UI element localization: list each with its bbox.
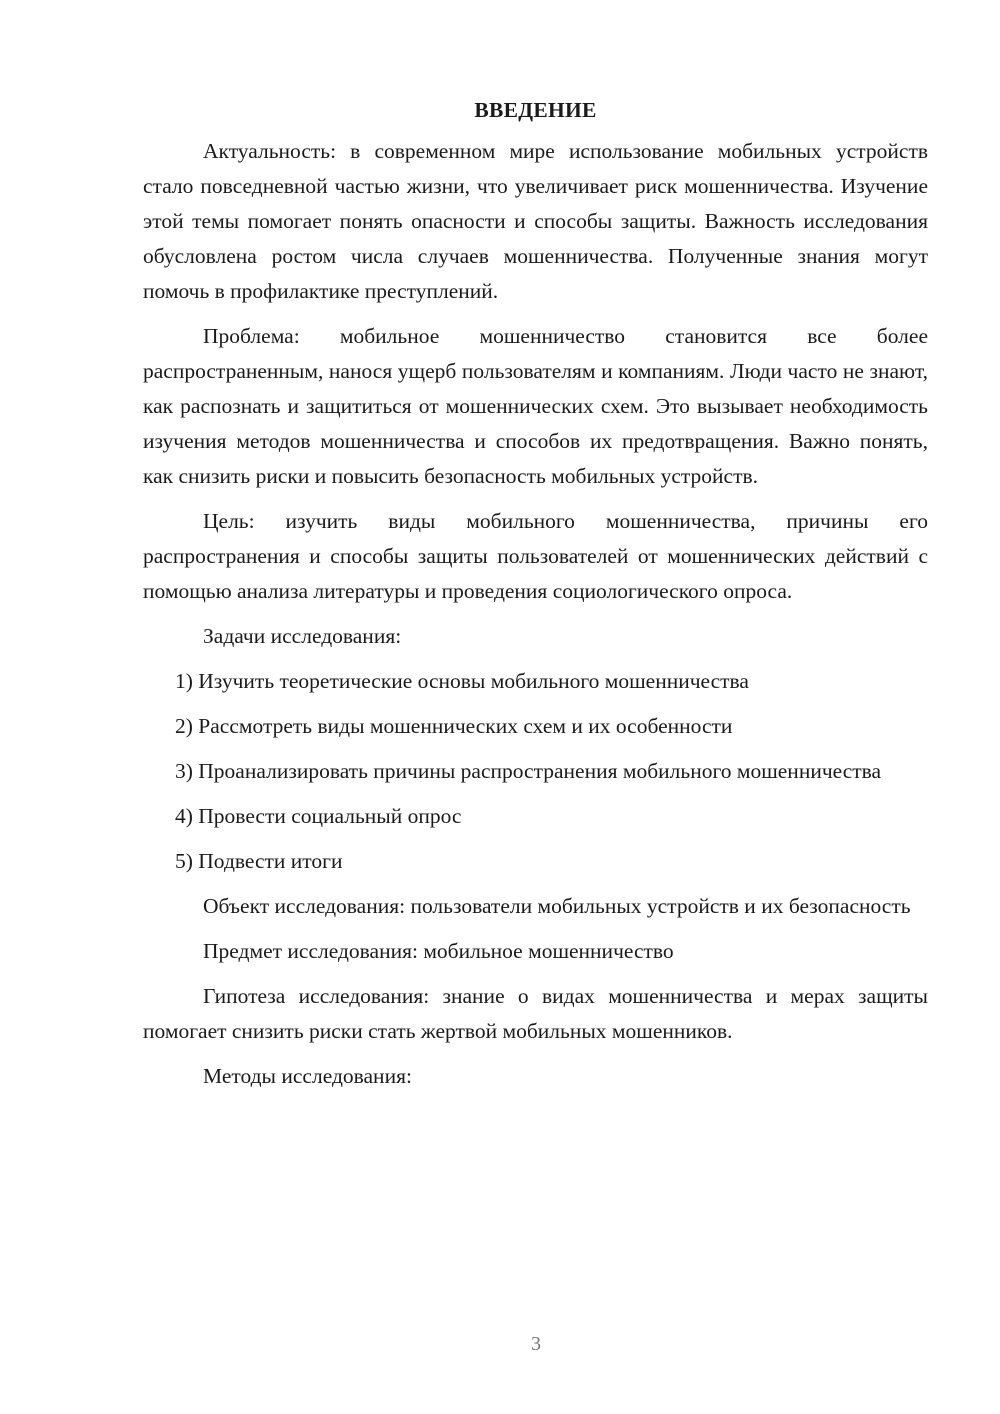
task-item-3: 3) Проанализировать причины распространения мобильного мошенничества bbox=[175, 759, 882, 783]
task-item-1: 1) Изучить теоретические основы мобильного мошенничества bbox=[175, 669, 749, 693]
document-page bbox=[143, 95, 928, 1104]
relevance-paragraph: Актуальность: в современном мире использование мобильных устройств стало повседневной частью жизни, что увеличивает риск мошенничества. Изучение этой темы помогает понять опасности и способы защиты. Важность исследования обусловлена ростом числа случаев мошенничества. Полученные знания могут помочь в профилактике преступлений. bbox=[143, 139, 928, 303]
section-title: ВВЕДЕНИЕ bbox=[474, 98, 597, 122]
goal-paragraph: Цель: изучить виды мобильного мошенничества, причины его распространения и способы защиты пользователей от мошеннических действий с помощью анализа литературы и проведения социологического опроса. bbox=[143, 509, 928, 603]
object-paragraph: Объект исследования: пользователи мобильных устройств и их безопасность bbox=[203, 894, 911, 918]
subject-paragraph: Предмет исследования: мобильное мошенничество bbox=[203, 939, 674, 963]
page-number: 3 bbox=[531, 1333, 541, 1355]
tasks-heading: Задачи исследования: bbox=[203, 624, 402, 648]
methods-heading: Методы исследования: bbox=[203, 1064, 412, 1088]
task-item-5: 5) Подвести итоги bbox=[175, 849, 343, 873]
task-item-4: 4) Провести социальный опрос bbox=[175, 804, 462, 828]
task-item-2: 2) Рассмотреть виды мошеннических схем и их особенности bbox=[175, 714, 733, 738]
problem-paragraph: Проблема: мобильное мошенничество становится все более распространенным, нанося ущерб пользователям и компаниям. Люди часто не знают, как распознать и защититься от мошеннических схем. Это вызывает необходимость изучения методов мошенничества и способов их предотвращения. Важно понять, как снизить риски и повысить безопасность мобильных устройств. bbox=[143, 324, 928, 488]
hypothesis-paragraph: Гипотеза исследования: знание о видах мошенничества и мерах защиты помогает снизить риски стать жертвой мобильных мошенников. bbox=[143, 984, 928, 1043]
